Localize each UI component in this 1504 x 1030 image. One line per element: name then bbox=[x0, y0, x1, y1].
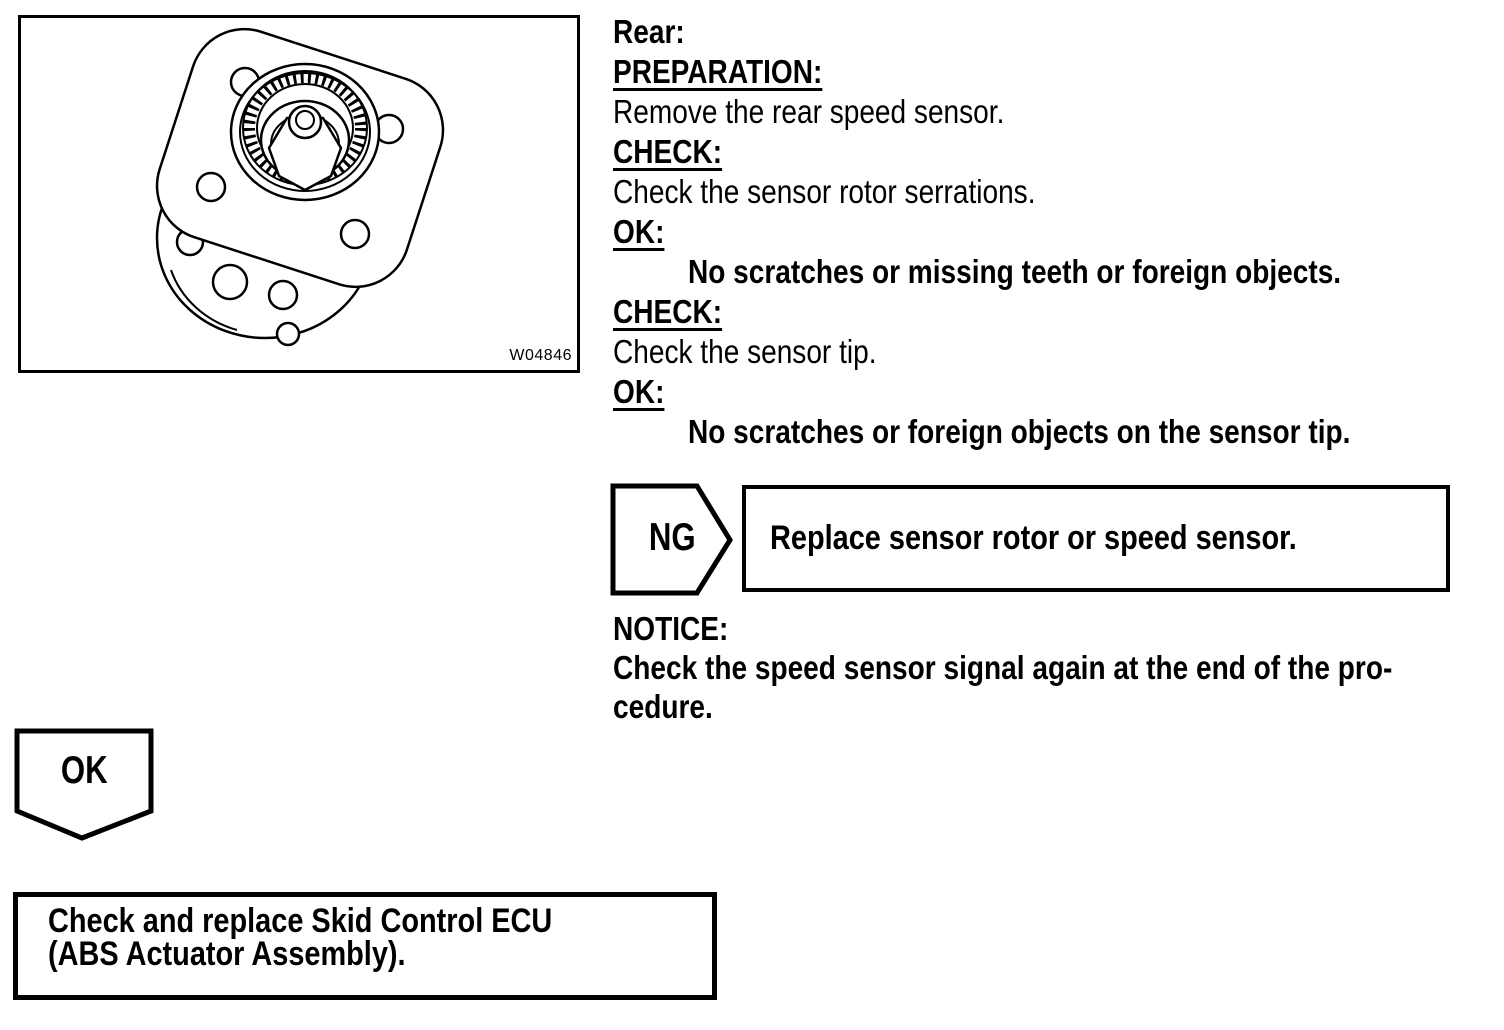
procedure-heading-ok-1: OK: bbox=[613, 213, 665, 250]
notice-heading: NOTICE: bbox=[613, 610, 729, 647]
ng-label: NG bbox=[648, 516, 696, 559]
procedure-result-ok-2: No scratches or foreign objects on the sensor tip. bbox=[688, 413, 1351, 450]
ok-action-line-2: (ABS Actuator Assembly). bbox=[48, 935, 406, 973]
figure-code: W04846 bbox=[509, 347, 572, 364]
procedure-line-rear: Rear: bbox=[613, 13, 685, 50]
notice-block bbox=[613, 609, 1503, 726]
ok-label: OK bbox=[60, 749, 108, 792]
hub-sensor-rotor-illustration bbox=[21, 18, 574, 367]
procedure-heading-preparation: PREPARATION: bbox=[613, 53, 823, 90]
notice-line-1: Check the speed sensor signal again at the end of the pro- bbox=[613, 649, 1393, 686]
notice-line-2: cedure. bbox=[613, 688, 713, 725]
procedure-result-ok-1: No scratches or missing teeth or foreign objects. bbox=[688, 253, 1342, 290]
procedure-heading-check-1: CHECK: bbox=[613, 133, 723, 170]
ok-action-line-1: Check and replace Skid Control ECU bbox=[48, 902, 553, 940]
ng-action-box bbox=[742, 485, 1450, 592]
procedure-step-check-tip: Check the sensor tip. bbox=[613, 333, 877, 370]
procedure-heading-ok-2: OK: bbox=[613, 373, 665, 410]
procedure-step-check-rotor: Check the sensor rotor serrations. bbox=[613, 173, 1036, 210]
figure-box bbox=[18, 15, 580, 373]
procedure-step-remove-sensor: Remove the rear speed sensor. bbox=[613, 93, 1005, 130]
procedure-heading-check-2: CHECK: bbox=[613, 293, 723, 330]
ok-action-box bbox=[13, 892, 717, 1000]
procedure-text bbox=[613, 12, 1503, 452]
ng-action-text: Replace sensor rotor or speed sensor. bbox=[770, 519, 1297, 557]
